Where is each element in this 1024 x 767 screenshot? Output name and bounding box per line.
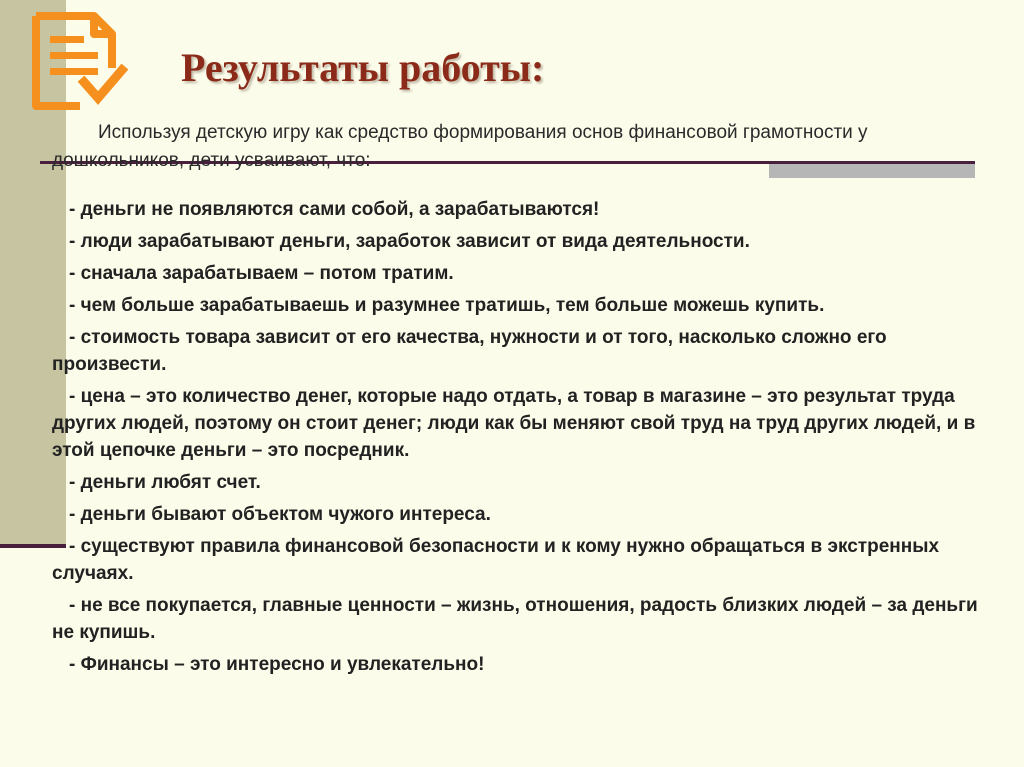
list-item: - Финансы – это интересно и увлекательно!	[69, 654, 485, 675]
list-item: - не все покупается, главные ценности – жизнь, отношения, радость близких людей – за деньги не купишь.	[52, 595, 978, 643]
list-item: - деньги не появляются сами собой, а зарабатываются!	[69, 199, 600, 220]
slide-body	[52, 119, 992, 683]
list-item: - сначала зарабатываем – потом тратим.	[69, 263, 454, 284]
list-item: - цена – это количество денег, которые надо отдать, а товар в магазине – это результат труда других людей, поэтому он стоит денег; люди как бы меняют свой труд на труд других людей, и в этой цепочке деньги – это посредник.	[52, 386, 976, 461]
checklist-document-icon	[28, 10, 128, 110]
list-item: - стоимость товара зависит от его качества, нужности и от того, насколько сложно его произвести.	[52, 327, 887, 375]
list-item: - деньги любят счет.	[69, 472, 261, 493]
list-item: - люди зарабатывают деньги, заработок зависит от вида деятельности.	[69, 231, 750, 252]
slide-title: Результаты работы:	[181, 45, 545, 90]
list-item: - чем больше зарабатываешь и разумнее тратишь, тем больше можешь купить.	[69, 295, 825, 316]
list-item: - деньги бывают объектом чужого интереса.	[69, 504, 491, 525]
list-item: - существуют правила финансовой безопасности и к кому нужно обращаться в экстренных случаях.	[52, 536, 940, 584]
intro-paragraph: Используя детскую игру как средство формирования основ финансовой грамотности у дошкольников, дети усваивают, что:	[52, 122, 868, 171]
